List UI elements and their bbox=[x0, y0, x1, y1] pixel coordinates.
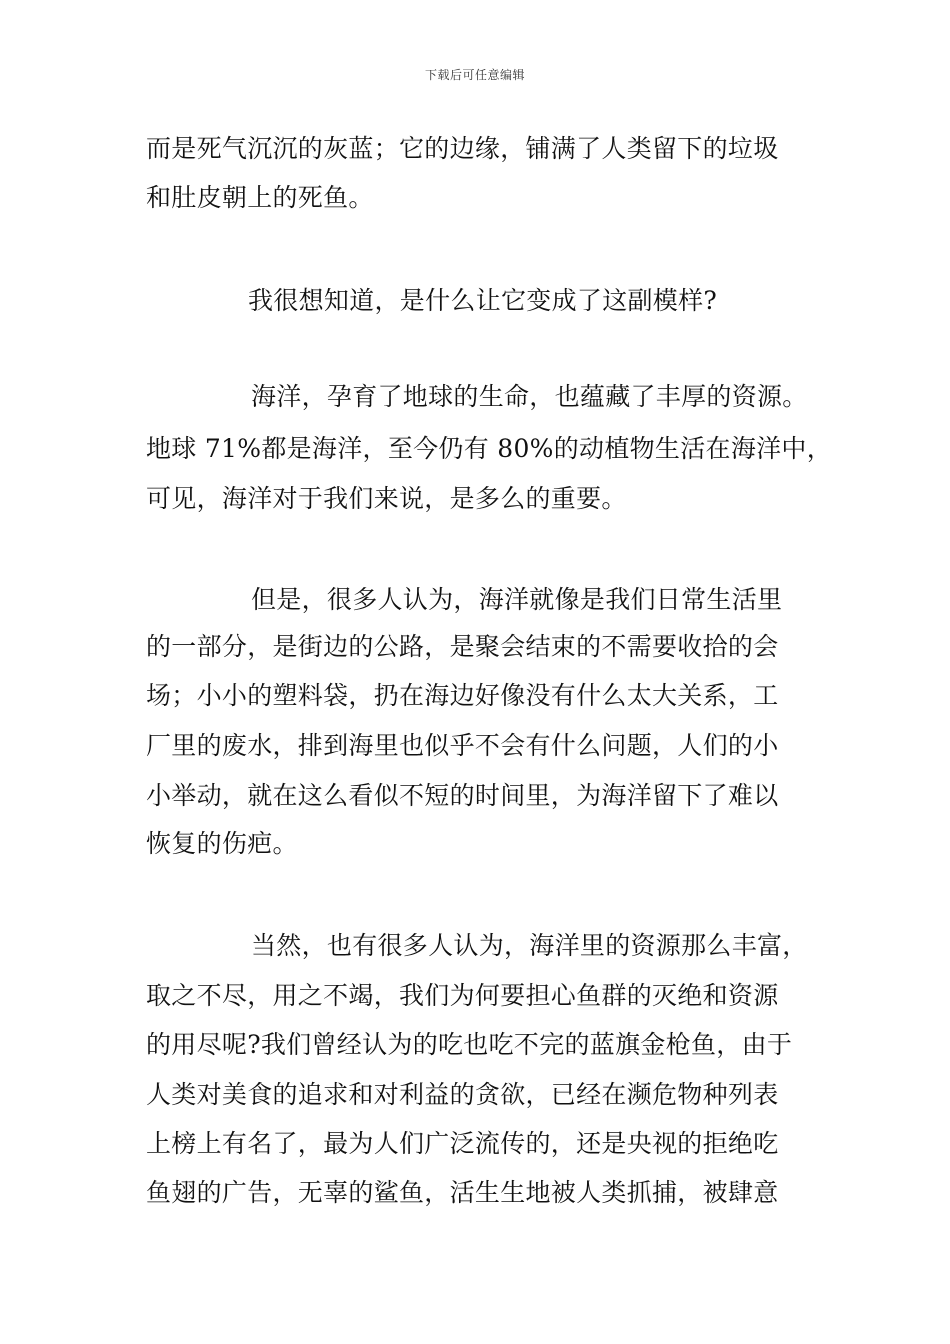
text-line: 的一部分，是街边的公路，是聚会结束的不需要收拾的会 bbox=[146, 632, 779, 661]
text-line: 而是死气沉沉的灰蓝；它的边缘，铺满了人类留下的垃圾 bbox=[146, 134, 779, 163]
text-line: 地球 71%都是海洋，至今仍有 80%的动植物生活在海洋中， bbox=[146, 434, 833, 463]
page-header: 下载后可任意编辑 bbox=[424, 68, 525, 82]
text-line: 恢复的伤疤。 bbox=[146, 829, 298, 858]
text-line: 小举动，就在这么看似不短的时间里，为海洋留下了难以 bbox=[146, 781, 779, 810]
text-line: 但是，很多人认为，海洋就像是我们日常生活里 bbox=[251, 585, 783, 614]
text-line: 厂里的废水，排到海里也似乎不会有什么问题，人们的小 bbox=[146, 731, 779, 760]
text-line: 的用尽呢?我们曾经认为的吃也吃不完的蓝旗金枪鱼，由于 bbox=[146, 1030, 793, 1059]
text-line: 和肚皮朝上的死鱼。 bbox=[146, 183, 374, 212]
text-line: 海洋，孕育了地球的生命，也蕴藏了丰厚的资源。 bbox=[251, 382, 808, 411]
text-line: 取之不尽，用之不竭，我们为何要担心鱼群的灭绝和资源 bbox=[146, 981, 779, 1010]
text-line: 我很想知道，是什么让它变成了这副模样? bbox=[248, 286, 718, 315]
text-line: 场；小小的塑料袋，扔在海边好像没有什么太大关系，工 bbox=[146, 681, 779, 710]
text-line: 上榜上有名了，最为人们广泛流传的，还是央视的拒绝吃 bbox=[146, 1129, 779, 1158]
text-line: 可见，海洋对于我们来说，是多么的重要。 bbox=[146, 484, 627, 513]
text-line: 人类对美食的追求和对利益的贪欲，已经在濒危物种列表 bbox=[146, 1080, 779, 1109]
text-line: 鱼翅的广告，无辜的鲨鱼，活生生地被人类抓捕，被肆意 bbox=[146, 1178, 779, 1207]
text-line: 当然，也有很多人认为，海洋里的资源那么丰富， bbox=[251, 931, 808, 960]
